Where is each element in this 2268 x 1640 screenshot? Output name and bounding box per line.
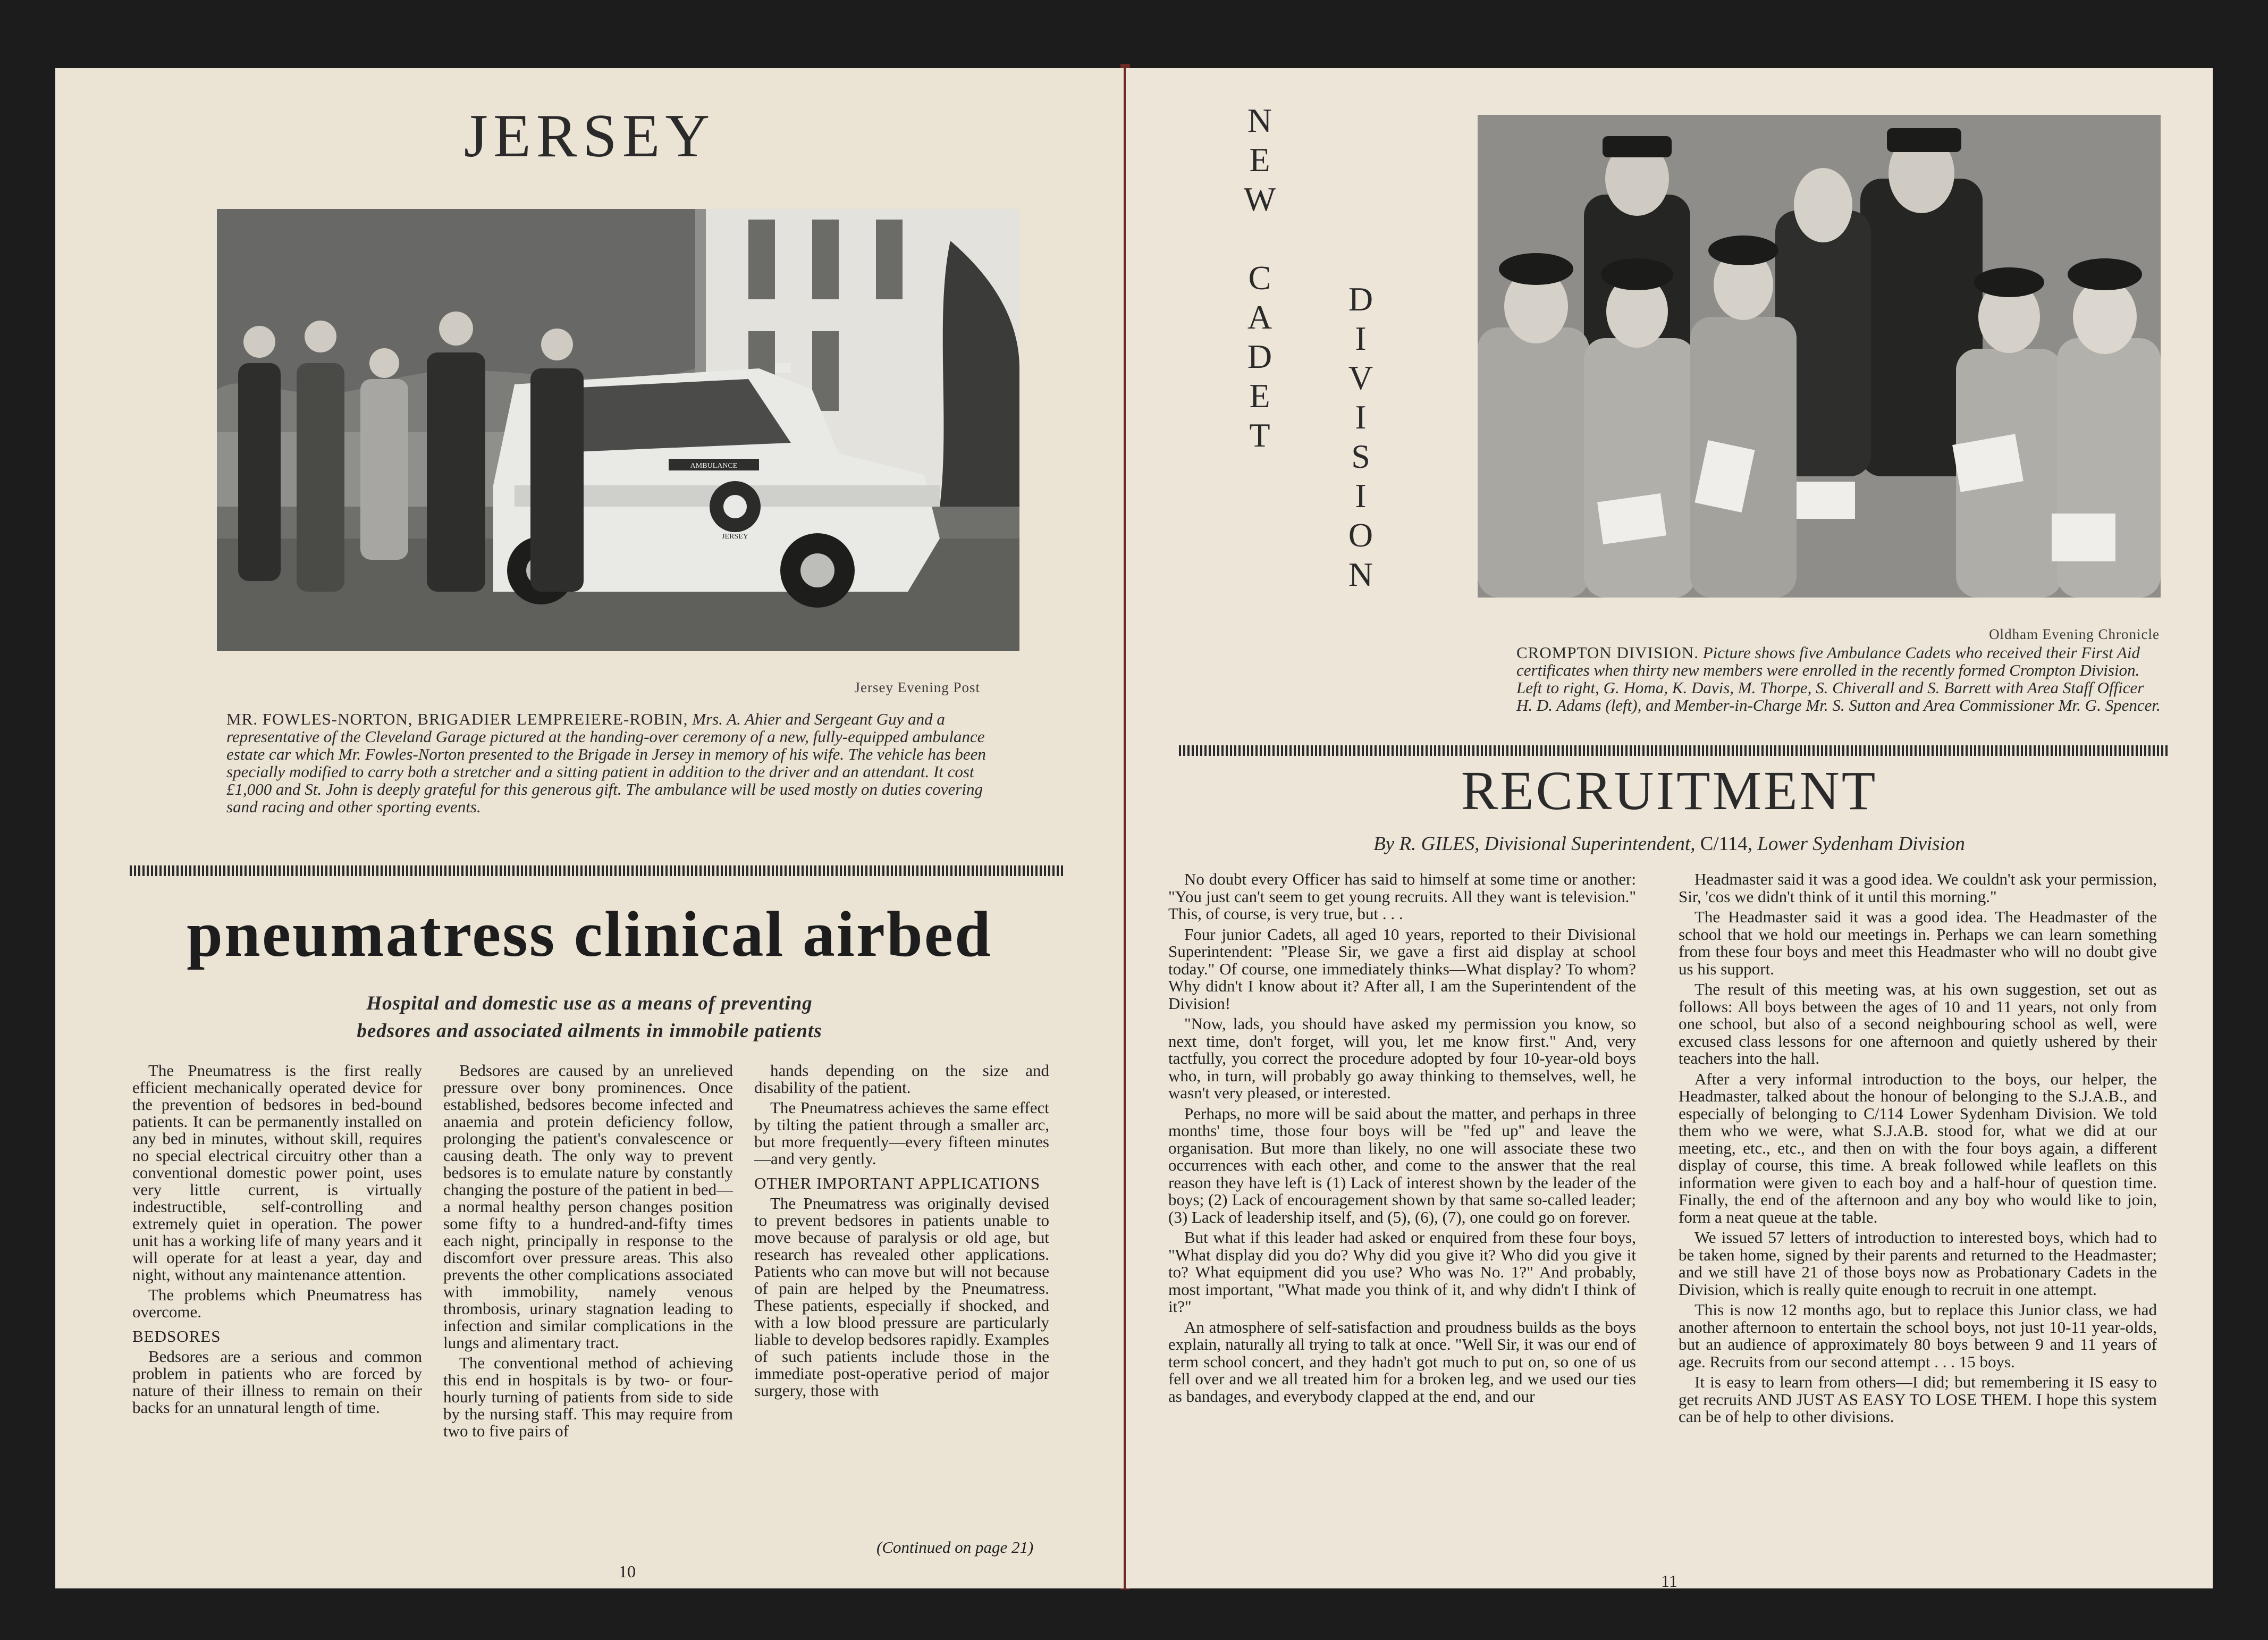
paragraph: This is now 12 months ago, but to replace this Junior class, we had another afternoon to entertain the school boys, not just 10-11 year-olds, but an audience of approximately 80 boys between 9 and 11 years of age. Recruits from our second attempt . . . 15 boys. [1679, 1300, 2157, 1371]
section-title-jersey: JERSEY [463, 102, 715, 170]
byline [1126, 832, 2213, 855]
photo-caption [226, 710, 1008, 815]
caption-body: Mrs. A. Ahier and Sergeant Guy and a representative of the Cleveland Garage pictured at the handing-over ceremony of a new, fully-equipped ambulance estate car which Mr. Fowles-Norton presented to the Brigade in Jersey in memory of his wife. The vehicle has been specially modified to carry both a stretcher and a sitting patient in addition to the driver and an attendant. It cost £1,000 and St. John is deeply grateful for this generous gift. The ambulance will be used mostly on duties covering sand racing and other sporting events. [226, 710, 986, 816]
article-title-airbed: pneumatress clinical airbed [187, 898, 992, 970]
article-column-2 [1679, 871, 2157, 1429]
vertical-heading-new-cadet [1244, 101, 1276, 455]
photo-illustration [1478, 115, 2161, 598]
page-number: 10 [619, 1562, 636, 1581]
heading-letter: E [1249, 141, 1270, 179]
heading-letter: I [1355, 398, 1367, 436]
byline-author: R. GILES, Divisional Superintendent, [1399, 833, 1696, 855]
vehicle-lettering: AMBULANCE [690, 462, 738, 470]
photo-illustration [217, 209, 1019, 651]
paragraph: The Pneumatress is the first really efficient mechanically operated device for the prevention of bedsores in bed-bound patients. It can be permanently installed on any bed in minutes, without skill, requires no special electrical circuitry other than a conventional domestic power point, uses very little current, is virtually indestructible, self-controlling and extremely quiet in operation. The power unit has a working life of many years and it will operate for at least a year, day and night, without any maintenance attention. [132, 1061, 422, 1284]
article-title-recruitment: RECRUITMENT [1461, 760, 1878, 821]
paragraph: An atmosphere of self-satisfaction and proudness builds as the boys explain, naturally all trying to talk at once. "Well Sir, it was our end of term school concert, and they hadn't got much to put on, so one of us fell over and we all treated him for a broken leg, and we used our ties as bandages, and everybody clapped at the end, and our [1168, 1317, 1636, 1406]
caption-names: CROMPTON DIVISION. [1516, 643, 1699, 662]
continued-note: (Continued on page 21) [876, 1538, 1034, 1557]
caption-names: MR. FOWLES-NORTON, BRIGADIER LEMPREIERE-ROBIN, [226, 710, 688, 728]
heading-letter: I [1355, 477, 1367, 515]
section-heading: OTHER IMPORTANT APPLICATIONS [754, 1174, 1041, 1192]
heading-letter: E [1249, 377, 1270, 415]
paragraph: We issued 57 letters of introduction to interested boys, which had to be taken home, signed by their parents and returned to the Headmaster; and we still have 21 of those boys now as Probationary Cadets in the Division, which is really quite enough to recruit in one attempt. [1679, 1228, 2157, 1299]
heading-spacer [1244, 219, 1276, 258]
caption-body: Picture shows five Ambulance Cadets who received their First Aid certificates when thirty new members were enrolled in the recently formed Crompton Division. Left to right, G. Homa, K. Davis, M. Thorpe, S. Chiverall and S. Barrett with Area Staff Officer H. D. Adams (left), and Member-in-Charge Mr. S. Sutton and Area Commissioner Mr. G. Spencer. [1516, 643, 2161, 714]
article-column-2 [443, 1062, 733, 1443]
heading-letter: W [1244, 180, 1276, 218]
paragraph: The Pneumatress was originally devised to prevent bedsores in patients unable to move because of paralysis or old age, but research has revealed other applications. Patients who can move but will not because of pain are helped by the Pneumatress. These patients, especially if shocked, and with a low blood pressure are particularly liable to develop bedsores rapidly. Examples of such patients include those in the immediate post-operative period of major surgery, those with [754, 1194, 1049, 1400]
article-column-1 [132, 1062, 422, 1419]
heading-letter: C [1248, 259, 1271, 297]
paragraph: The Pneumatress achieves the same effect by tilting the patient through a smaller arc, but more frequently—every fifteen minutes—and very gently. [754, 1098, 1049, 1168]
article-subtitle-line-2: bedsores and associated ailments in immobile patients [357, 1020, 822, 1042]
right-page [1126, 68, 2213, 1588]
paragraph: But what if this leader had asked or enquired from these four boys, "What display did you do? Why did you give it? Who did you give it to? What equipment did you use? Who was No. 1?" And probably, most important, "What made you think of it, and why didn't I think of it?" [1168, 1228, 1636, 1316]
paragraph: After a very informal introduction to the boys, our helper, the Headmaster, talked about the honour of belonging to the S.J.A.B., and especially of belonging to C/114 Lower Sydenham Division. We told them who we were, what S.J.A.B. stood for, what we did at our meeting, etc., etc., and then on with the four boys again, a different display of course, this time. A break followed while leaflets on this information were given to each boy and a half-hour of question time. Finally, the end of the afternoon and any boy who would like to join, form a neat queue at the table. [1679, 1069, 2157, 1226]
byline-division: Lower Sydenham Division [1757, 833, 1965, 855]
vertical-heading-division [1345, 280, 1377, 594]
photo-caption [1516, 644, 2162, 714]
photograph-ambulance-handover [217, 209, 1019, 651]
paragraph: It is easy to learn from others—I did; but remembering it IS easy to get recruits AND JUST AS EASY TO LOSE THEM. I hope this system can be of help to other divisions. [1679, 1373, 2157, 1426]
paragraph: The conventional method of achieving this end in hospitals is by two- or four-hourly turning of patients from side to side by the nursing staff. This may require from two to five pairs of [443, 1353, 733, 1440]
heading-letter: O [1348, 516, 1373, 554]
heading-letter: D [1247, 338, 1272, 375]
heading-letter: S [1351, 438, 1370, 475]
paragraph: Headmaster said it was a good idea. We couldn't ask your permission, Sir, 'cos we didn't think of it until this morning." [1679, 870, 2157, 906]
decorative-rule [1179, 745, 2168, 756]
heading-letter: T [1249, 416, 1270, 454]
decorative-rule [130, 865, 1065, 876]
article-subtitle-line-1: Hospital and domestic use as a means of preventing [366, 993, 813, 1014]
heading-letter: N [1348, 556, 1373, 593]
photo-credit: Jersey Evening Post [854, 679, 980, 695]
paragraph: The result of this meeting was, at his own suggestion, set out as follows: All boys between the ages of 10 and 11 years, not only from one school, but also of a second neighbouring school as well, were excused class lessons for one afternoon and quietly ushered by their teachers into the hall. [1679, 980, 2157, 1067]
article-column-3 [754, 1062, 1049, 1402]
paragraph: Bedsores are a serious and common problem in patients who are forced by nature of their illness to remain on their backs for an unnatural length of time. [132, 1347, 422, 1417]
photo-credit: Oldham Evening Chronicle [1989, 626, 2160, 642]
paragraph: hands depending on the size and disability of the patient. [754, 1061, 1049, 1097]
photograph-cadets-group [1478, 115, 2161, 598]
paragraph: The Headmaster said it was a good idea. The Headmaster of the school that we hold our meetings in. Perhaps we can learn something from these four boys and meet this Headmaster who will no doubt give us his support. [1679, 907, 2157, 978]
paragraph: No doubt every Officer has said to himself at some time or another: "You just can't seem to get young recruits. All they want is television." This, of course, is very true, but . . . [1168, 870, 1636, 923]
byline-prefix: By [1373, 833, 1395, 855]
paragraph: The problems which Pneumatress has overcome. [132, 1285, 422, 1321]
paragraph: Perhaps, no more will be said about the matter, and perhaps in three months' time, those four boys will be "fed up" and leave the organisation. But more than likely, no one will associate these two occurrences with each other, and come to the answer that the real reason they have left is (1) Lack of interest shown by the leader of the boys; (2) Lack of encouragement shown by that same so-called leader; (3) Lack of leadership itself, and (5), (6), (7), one could go on forever. [1168, 1104, 1636, 1226]
heading-letter: I [1355, 319, 1367, 357]
heading-letter: N [1247, 102, 1272, 139]
heading-letter: A [1247, 298, 1272, 336]
heading-letter: V [1348, 359, 1373, 397]
left-page [55, 68, 1124, 1588]
article-column-1 [1168, 871, 1636, 1408]
section-heading: BEDSORES [132, 1327, 221, 1345]
heading-letter: D [1348, 280, 1373, 318]
page-number: 11 [1661, 1571, 1677, 1588]
paragraph: "Now, lads, you should have asked my permission you know, so next time, don't forget, will you, let me know first." And, very tactfully, you correct the procedure adopted by four 10-year-old boys who, in turn, will probably go away thinking to themselves, well, he wasn't very pleased, or interested. [1168, 1014, 1636, 1102]
byline-code: C/114, [1700, 833, 1753, 855]
vehicle-badge-text: JERSEY [722, 533, 748, 541]
paragraph: Four junior Cadets, all aged 10 years, reported to their Divisional Superintendent: "Please Sir, we gave a first aid display at school today." Of course, one immediately thinks—What display? To whom? Why didn't I know about it? After all, I am the Superintendent of the Division! [1168, 924, 1636, 1013]
paragraph: Bedsores are caused by an unrelieved pressure over bony prominences. Once established, bedsores become infected and anaemia and protein deficiency follow, prolonging the patient's convalescence or causing death. The only way to prevent bedsores is to emulate nature by constantly changing the posture of the patient in bed—a normal healthy person changes position some fifty to a hundred-and-fifty times each night, principally in response to the discomfort over pressure areas. This also prevents the other complications associated with immobility, namely venous thrombosis, urinary stagnation leading to infection and similar complications in the lungs and alimentary tract. [443, 1061, 733, 1352]
